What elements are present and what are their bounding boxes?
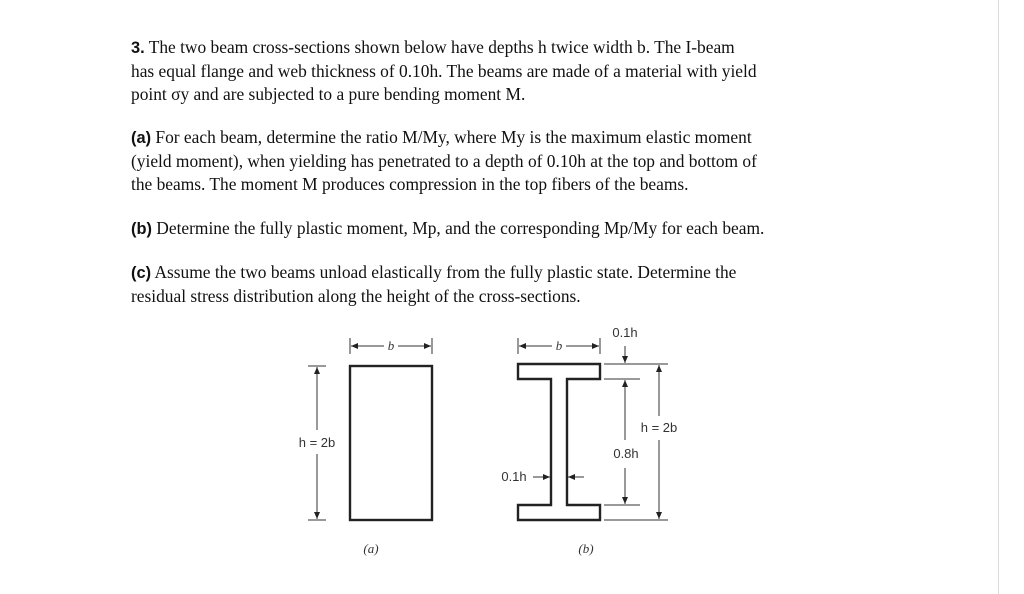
ibeam-outline — [518, 364, 600, 520]
part-a-label: (a) — [131, 129, 152, 147]
part-c-line1: Assume the two beams unload elastically from the fully plastic state. Determine the — [154, 262, 737, 282]
rectangle-outline — [350, 366, 432, 520]
rect-width-dimension — [350, 338, 432, 354]
ibeam-height-label: h = 2b — [640, 420, 678, 435]
rect-width-label: b — [387, 338, 395, 353]
rect-height-dimension — [299, 366, 336, 520]
web-thickness-label: 0.1h — [501, 469, 527, 484]
web-thickness-dimension — [501, 469, 584, 484]
part-b-label: (b) — [131, 220, 152, 238]
rectangular-section — [350, 366, 432, 520]
ibeam-width-dimension — [518, 338, 600, 354]
part-a-line1: For each beam, determine the ratio M/My, where My is the maximum elastic moment — [155, 127, 752, 147]
rect-height-label: h = 2b — [298, 435, 336, 450]
part-c-label: (c) — [131, 264, 152, 282]
web-height-dimension — [604, 380, 640, 505]
problem-number: 3. — [131, 39, 145, 57]
problem-intro-line3: point σy and are subjected to a pure bending moment M. — [131, 84, 526, 104]
ibeam-height-dimension — [604, 364, 677, 520]
flange-thickness-dimension — [604, 325, 640, 379]
ibeam-caption: (b) — [578, 541, 594, 556]
part-a-line2: (yield moment), when yielding has penetrated to a depth of 0.10h at the top and bottom of — [131, 151, 757, 171]
flange-thickness-label: 0.1h — [612, 325, 638, 340]
rect-caption: (a) — [363, 541, 379, 556]
ibeam-section — [518, 364, 600, 520]
ibeam-width-label: b — [555, 338, 563, 353]
part-b-line1: Determine the fully plastic moment, Mp, and the corresponding Mp/My for each beam. — [156, 218, 765, 238]
web-height-label: 0.8h — [613, 446, 639, 461]
part-a-line3: the beams. The moment M produces compression in the top fibers of the beams. — [131, 174, 689, 194]
problem-intro-line1: The two beam cross-sections shown below have depths h twice width b. The I-beam — [148, 37, 735, 57]
part-c-line2: residual stress distribution along the height of the cross-sections. — [131, 286, 581, 306]
problem-intro-line2: has equal flange and web thickness of 0.10h. The beams are made of a material with yield — [131, 61, 757, 81]
vertical-scrollbar[interactable] — [998, 0, 1024, 594]
